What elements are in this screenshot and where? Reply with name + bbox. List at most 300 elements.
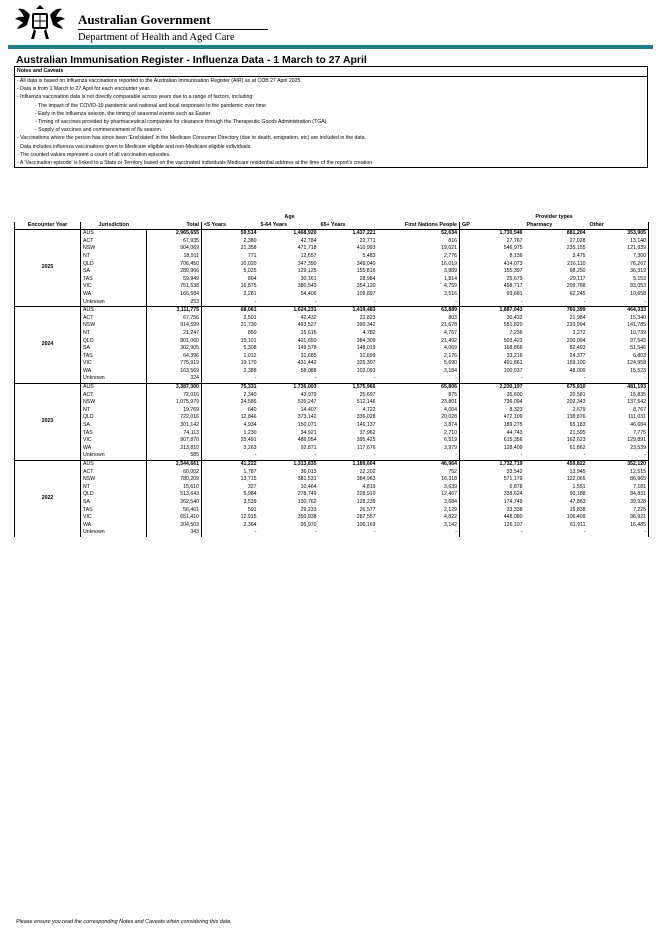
value-cell: 65,183 [569,422,586,429]
column-header: Jurisdiction [81,222,147,230]
value-cell: 324 [147,375,202,383]
value-cell: - [588,375,649,383]
jurisdiction-cell: VIC [83,283,92,290]
value-cell: 15,615 [300,329,317,336]
jurisdiction-cell: AUS [81,384,147,392]
value-cell: 539,247 [297,399,317,406]
value-cell: 13,140 [588,238,649,246]
value-cell: 7,181 [588,484,649,492]
value-cell: 1,551 [572,483,586,490]
value-cell: 67,935 [147,238,202,246]
value-cell: 51,546 [588,345,649,353]
table-row [15,437,649,445]
table-row [15,445,649,453]
jurisdiction-cell: WA [83,444,92,451]
value-cell: 117,676 [357,444,376,451]
value-cell: 1,730,546 [460,230,525,238]
value-cell: 2,501 [202,315,259,323]
value-cell: 289,966 [147,268,202,276]
jurisdiction-cell: SA [83,422,90,429]
value-cell: 380,543 [297,283,317,290]
value-cell: 7,236 [460,330,525,338]
value-cell: 1,468,920 [259,230,319,238]
jurisdiction-cell: TAS [83,275,93,282]
column-header: 5-64 Years [259,222,319,230]
value-cell: 3,111,775 [147,307,202,315]
value-cell: 4,819 [362,483,376,490]
value-cell: 2,364 [202,522,259,530]
value-cell: 59,514 [202,230,259,238]
value-cell: 138,876 [566,414,586,421]
value-cell: 22,823 [359,314,376,321]
value-cell: - [202,452,259,460]
jurisdiction-cell: Unknown [83,375,105,382]
jurisdiction-cell: TAS [83,352,93,359]
note-item: - Data includes influenza vaccinations given to Medicare eligible and non-Medicare eligible individuals. [17,143,252,150]
value-cell: 202,343 [566,399,586,406]
value-cell: 352,120 [588,461,649,469]
value-cell: 401,650 [297,337,317,344]
note-item: - The counted values represent a count of all vaccination episodes. [17,151,171,158]
value-cell: 760,399 [525,307,588,315]
value-cell: 2,679 [572,406,586,413]
value-cell: 354,120 [356,283,376,290]
value-cell: 48,009 [569,367,586,374]
table-row [15,375,649,383]
value-cell: 458,717 [460,283,525,291]
value-cell: 486,954 [297,437,317,444]
value-cell: 2,281 [202,291,259,299]
value-cell: 591 [202,507,259,515]
table-row [15,484,649,492]
value-cell: 16,875 [202,283,259,291]
value-cell: 4,004 [444,406,458,413]
value-cell: 10,020 [202,261,259,269]
value-cell: 493,527 [297,322,317,329]
table-row [15,360,649,368]
value-cell: 159,100 [566,360,586,367]
note-item: - Vaccinations where the person has since been 'End dated' in the Medicare Consumer Directory (due to death, emigration, etc) are included in the data. [17,135,367,142]
value-cell: 1,313,835 [259,461,319,469]
jurisdiction-cell: VIC [83,437,92,444]
table-row [15,345,649,353]
column-headers [15,222,649,230]
value-cell: 253 [147,299,202,307]
value-cell: 373,142 [297,414,317,421]
value-cell: 4,767 [444,329,458,336]
jurisdiction-cell: NT [83,483,90,490]
page-header [8,4,653,44]
value-cell: 472,109 [460,414,525,422]
value-cell: - [455,375,458,382]
table-row [15,514,649,522]
value-cell: 3,263 [202,445,259,453]
coat-of-arms-logo [12,5,68,43]
value-cell: 1,814 [444,275,458,282]
value-cell: - [583,375,586,382]
table-row [15,368,649,376]
value-cell: 6,519 [444,437,458,444]
value-cell: 2,544,661 [147,461,202,469]
value-cell: - [583,298,586,305]
value-cell: 52,634 [378,230,460,238]
value-cell: 1,419,483 [319,307,378,315]
encounter-year-cell: 2023 [15,384,81,461]
jurisdiction-cell: NSW [83,476,96,483]
jurisdiction-cell: SA [83,268,90,275]
value-cell: 128,409 [460,445,525,453]
note-item: - Early in the influenza season, the timing of seasonal events such as Easter [35,110,211,117]
value-cell: - [460,299,525,307]
value-cell: 22,771 [359,237,376,244]
value-cell: 220,994 [566,322,586,329]
value-cell: 3,272 [572,329,586,336]
value-cell: 95,970 [300,521,317,528]
header-band [8,45,653,49]
value-cell: 25,679 [460,276,525,284]
value-cell: 12,846 [202,414,259,422]
column-header: 65+ Years [319,222,378,230]
value-cell: 7,300 [588,253,649,261]
jurisdiction-cell: WA [83,521,92,528]
jurisdiction-cell: Unknown [83,529,105,536]
value-cell: 4,822 [444,514,458,521]
value-cell: 4,069 [444,345,458,352]
jurisdiction-cell: AUS [81,230,147,238]
dept-title: Department of Health and Aged Care [78,32,235,43]
value-cell: 325,307 [356,360,376,367]
column-header: Pharmacy [525,222,588,230]
column-header: Other [588,222,649,230]
table-row [15,529,649,537]
column-header: Encounter Year [15,222,81,230]
table-row [15,276,649,284]
value-cell: 98,250 [569,268,586,275]
value-cell: 736,094 [460,399,525,407]
note-item: - A 'Vaccination episode' is linked to a State or Territory based on the vaccinated individuals Medicare residential address at the time of the report's creation. [17,159,374,166]
value-cell: 3,539 [202,499,259,507]
value-cell: 850 [202,330,259,338]
value-cell: 25,697 [359,391,376,398]
value-cell: 235,155 [566,245,586,252]
value-cell: 5,308 [202,345,259,353]
value-cell: 5,690 [444,360,458,367]
notes-heading: Notes and Caveats [15,67,647,77]
value-cell: 31,699 [359,352,376,359]
value-cell: - [314,375,317,382]
value-cell: 60,002 [147,469,202,477]
value-cell: 448,080 [460,514,525,522]
note-item: - All data is based on influenza vaccinations reported to the Australian Immunisation Register (AIR) as at COB 27 April 2025. [17,78,302,84]
value-cell: 68,061 [202,307,259,315]
value-cell: 129,891 [588,437,649,445]
value-cell: 1,230 [202,430,259,438]
header-rule [78,29,268,30]
value-cell: 228,910 [356,491,376,498]
value-cell: - [373,452,376,459]
value-cell: 103,093 [356,367,376,374]
value-cell: - [460,375,525,383]
value-cell: 21,984 [569,314,586,321]
jurisdiction-cell: VIC [83,514,92,521]
value-cell: 47,863 [569,498,586,505]
table-row [15,322,649,330]
value-cell: 18,911 [147,253,202,261]
value-cell: - [588,452,649,460]
value-cell: 7,225 [588,507,649,515]
value-cell: 15,610 [147,484,202,492]
table-row [15,469,649,477]
value-cell: 155,816 [356,268,376,275]
value-cell: 5,984 [202,491,259,499]
jurisdiction-cell: SA [83,498,90,505]
value-cell: 615,356 [460,437,525,445]
value-cell: 3,684 [444,498,458,505]
value-cell: 128,239 [356,498,376,505]
table-row [15,414,649,422]
value-cell: 204,503 [147,522,202,530]
value-cell: 3,516 [444,290,458,297]
page-title: Australian Immunisation Register - Influenza Data - 1 March to 27 April [16,54,367,66]
value-cell: 585 [147,452,202,460]
value-cell: - [373,375,376,382]
value-cell: 43,979 [300,391,317,398]
value-cell: 59,949 [147,276,202,284]
value-cell: 56,401 [147,507,202,515]
value-cell: 3,874 [444,422,458,429]
value-cell: 5,153 [588,276,649,284]
value-cell: 1,575,966 [319,384,378,392]
value-cell: 42,784 [300,237,317,244]
value-cell: 3,979 [444,444,458,451]
value-cell: - [455,529,458,536]
value-cell: 640 [202,407,259,415]
value-cell: 109,897 [356,290,376,297]
value-cell: 262,540 [147,499,202,507]
value-cell: 30,432 [460,315,525,323]
value-cell: 353,905 [588,230,649,238]
value-cell: 706,450 [147,261,202,269]
value-cell: 6,803 [588,353,649,361]
jurisdiction-cell: VIC [83,360,92,367]
value-cell: 481,193 [588,384,649,392]
jurisdiction-cell: ACT [83,314,94,321]
value-cell: 33,542 [460,469,525,477]
value-cell: 464,333 [588,307,649,315]
value-cell: 4,722 [362,406,376,413]
table-row [15,230,649,238]
value-cell: 8,323 [460,407,525,415]
jurisdiction-cell: NSW [83,245,96,252]
value-cell: 722,016 [147,414,202,422]
note-item: - Influenza vaccination data is not directly comparable across years due to a range of factors, including: [17,94,254,101]
value-cell: 4,782 [362,329,376,336]
value-cell: 62,245 [569,290,586,297]
value-cell: 19,021 [441,245,458,252]
value-cell: 90,188 [569,491,586,498]
value-cell: 44,743 [460,430,525,438]
value-cell: 146,137 [356,422,376,429]
table-row [15,507,649,515]
value-cell: 327 [202,484,259,492]
value-cell: 24,377 [569,352,586,359]
table-row [15,430,649,438]
value-cell: 46,964 [378,461,460,469]
column-header: First Nations People [378,222,460,230]
value-cell: 63,889 [378,307,460,315]
value-cell: 3,142 [444,521,458,528]
table-row [15,384,649,392]
value-cell: 106,409 [566,514,586,521]
value-cell: 431,442 [297,360,317,367]
value-cell: 15,340 [588,315,649,323]
value-cell: 174,749 [460,499,525,507]
value-cell: 12,657 [300,252,317,259]
value-cell: 15,523 [588,368,649,376]
note-item: - Data is from 1 March to 27 April for each encounter year. [17,86,151,93]
value-cell: 302,905 [147,345,202,353]
jurisdiction-cell: QLD [83,260,94,267]
value-cell: 121,939 [588,245,649,253]
value-cell: 780,209 [147,476,202,484]
value-cell: 546,975 [460,245,525,253]
jurisdiction-cell: Unknown [83,298,105,305]
encounter-year-cell: 2025 [15,230,81,307]
value-cell: 336,028 [356,414,376,421]
jurisdiction-cell: NSW [83,399,96,406]
value-cell: 410,993 [356,245,376,252]
table-row [15,452,649,460]
provider-group-header: Provider types [535,214,573,220]
value-cell: 381,531 [297,476,317,483]
value-cell: 37,962 [359,429,376,436]
value-cell: 384,309 [356,337,376,344]
table-row [15,392,649,400]
value-cell: 21,358 [202,245,259,253]
value-cell: 20,581 [569,391,586,398]
jurisdiction-cell: AUS [81,461,147,469]
value-cell: 20,028 [441,414,458,421]
jurisdiction-cell: Unknown [83,452,105,459]
value-cell: 163,569 [147,368,202,376]
value-cell: 350,938 [297,514,317,521]
value-cell: 21,247 [147,330,202,338]
value-cell: - [373,298,376,305]
value-cell: 61,911 [570,521,586,528]
value-cell: 84,831 [588,491,649,499]
table-row [15,399,649,407]
value-cell: 41,222 [202,461,259,469]
value-cell: 3,889 [444,268,458,275]
value-cell: 771 [202,253,259,261]
notes-box [14,66,648,168]
jurisdiction-cell: NSW [83,322,96,329]
table-row [15,268,649,276]
value-cell: 124,958 [588,360,649,368]
table-row [15,315,649,323]
value-cell: - [460,529,525,537]
value-cell: 21,730 [202,322,259,330]
value-cell: 54,406 [300,290,317,297]
value-cell: 12,515 [588,469,649,477]
value-cell: 130,762 [297,498,317,505]
value-cell: 801,060 [147,338,202,346]
value-cell: 21,492 [441,337,458,344]
value-cell: 168,866 [460,345,525,353]
value-cell: 571,179 [460,476,525,484]
value-cell: 39,928 [588,499,649,507]
value-cell: 83,053 [588,283,649,291]
value-cell: 5,483 [362,252,376,259]
value-cell: 27,767 [460,238,525,246]
value-cell: 7,775 [588,430,649,438]
value-cell: 816 [448,237,458,244]
value-cell: 162,623 [566,437,586,444]
value-cell: 1,437,221 [319,230,378,238]
table-row [15,307,649,315]
value-cell: 15,101 [202,338,259,346]
value-cell: 2,230,197 [460,384,525,392]
value-cell: 904,069 [147,245,202,253]
value-cell: 2,776 [444,252,458,259]
value-cell: 35,600 [460,392,525,400]
value-cell: - [588,299,649,307]
value-cell: 200,094 [566,337,586,344]
value-cell: 36,319 [588,268,649,276]
value-cell: 33,338 [460,507,525,515]
value-cell: - [202,299,259,307]
value-cell: 31,685 [300,352,317,359]
table-row [15,245,649,253]
value-cell: 19,769 [147,407,202,415]
value-cell: 82,493 [569,345,586,352]
jurisdiction-cell: ACT [83,391,94,398]
value-cell: 29,233 [300,506,317,513]
value-cell: - [588,529,649,537]
value-cell: - [314,452,317,459]
value-cell: 2,710 [444,429,458,436]
value-cell: - [202,375,259,383]
value-cell: 26,577 [359,506,376,513]
value-cell: 74,113 [147,430,202,438]
value-cell: 122,065 [566,476,586,483]
value-cell: 675,910 [525,384,588,392]
value-cell: 4,759 [444,283,458,290]
value-cell: 459,822 [525,461,588,469]
value-cell: 651,410 [147,514,202,522]
value-cell: 14,407 [300,406,317,413]
value-cell: 10,464 [300,483,317,490]
value-cell: 343 [147,529,202,537]
table-row [15,461,649,469]
value-cell: 148,019 [356,345,376,352]
value-cell: 752 [448,468,458,475]
value-cell: 27,028 [569,237,586,244]
table-row [15,422,649,430]
value-cell: 1,075,979 [147,399,202,407]
value-cell: 28,984 [359,275,376,282]
value-cell: 1,887,043 [460,307,525,315]
value-cell: 301,142 [147,422,202,430]
note-item: - Supply of vaccines and commencement of flu season. [35,127,163,134]
value-cell: - [373,529,376,536]
value-cell: 93,681 [460,291,525,299]
value-cell: 86,965 [588,476,649,484]
value-cell: 2,176 [444,352,458,359]
value-cell: 126,107 [460,522,525,530]
table-row [15,476,649,484]
note-item: - The impact of the COVID-19 pandemic and national and local responses to the pandemic over time [35,102,266,109]
